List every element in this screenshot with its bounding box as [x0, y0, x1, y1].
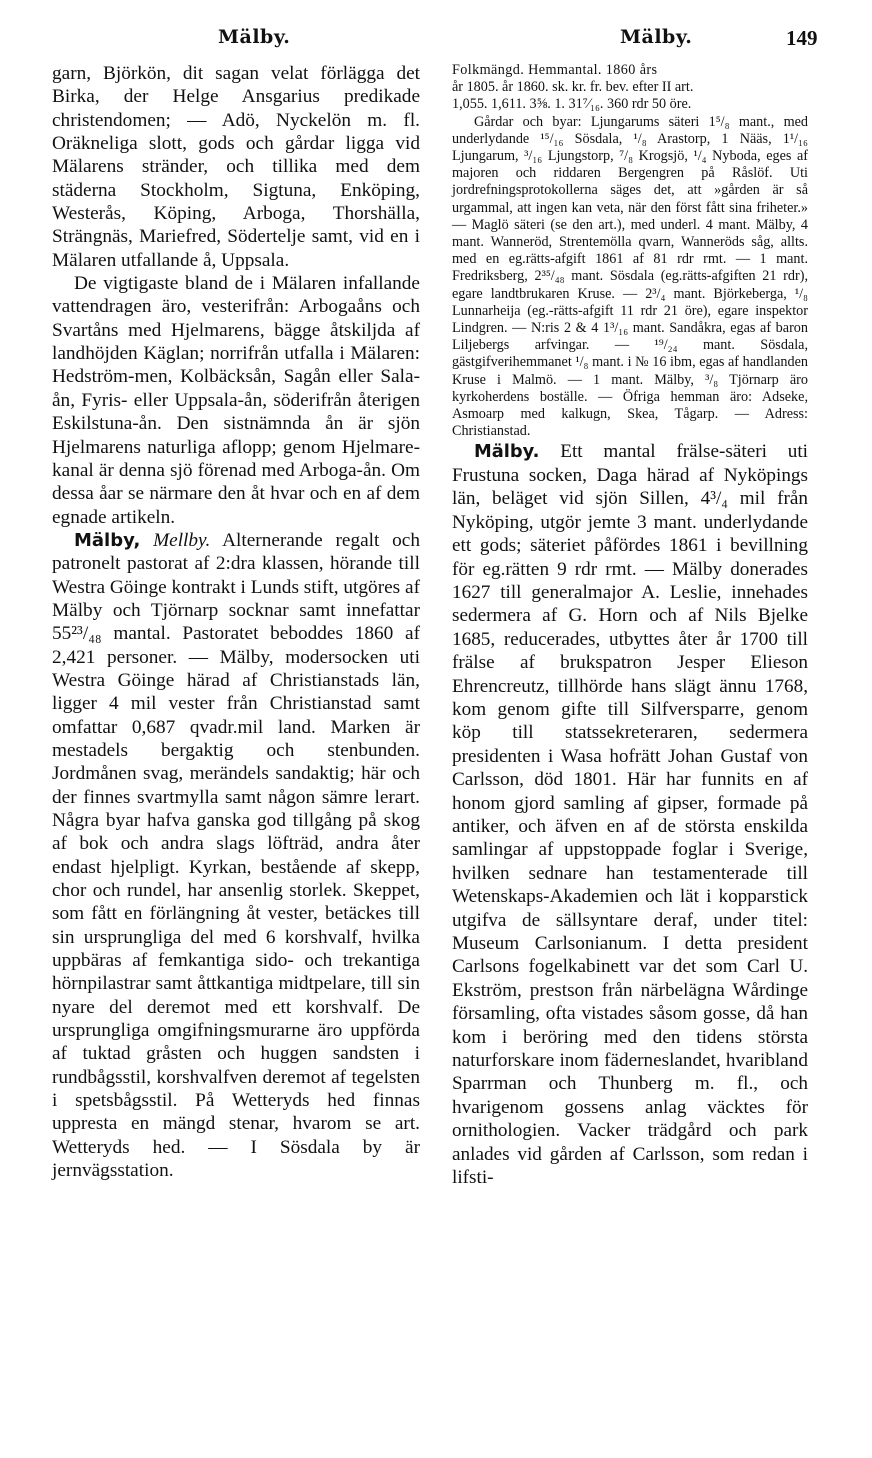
stats-value-row: 1,055. 1,611. 3⅝. 1. 31⁷⁄₁₆. 360 rdr 50 öre.: [452, 96, 692, 113]
stats-header-row: Folkmängd. Hemmantal. 1860 års: [452, 62, 658, 78]
paragraph-gardar-och-byar: Gårdar och byar: Ljungarums säteri 1⁵/₈ mant., med underlydande ¹⁵/₁₆ Sösdala, ¹/₈ Arastorp, 1 Nääs, 1¹/₁₆ Ljungarum, ³/₁₆ Ljungstorp, ⁷/₈ Krogsjö, ¹/₄ Nyboda, eges af majoren och riddaren Bergengren på Råslöf. Uti jordrefningsprotokollerna säges det, att »gården är så urgammal, att ingen kan veta, när den först fått sina friheter.» — Maglö säteri (se den art.), med underl. 4 mant. Mälby, 4 mant. Wanneröd, Strentemölla qvarn, Wanneröds såg, allts. med en eg.rätts-afgift 1861 af 81 rdr rmt. — 1 mant. Fredriksberg, 2³⁵/₄₈ mant. Sösdala (eg.rätts-afgiften 21 rdr), egare landtbrukaren Kruse. — 2³/₄ mant. Björkeberga, ¹/₈ Lunnarheija (eg.-rätts-afgift 11 rdr 21 öre), egare inspektor Lindgren. — N:ris 2 & 4 1³/₁₆ mant. Sandåkra, egas af baron Liljebergs arfvingar. — ¹⁹/₂₄ mant. Sösdala, gästgifverihemmanet ¹/₈ mant. i № 16 ibm, egas af handlanden Kruse i Malmö. — 1 mant. Mälby, ³/₈ Tjörnarp äro kyrkoherdens boställe. — Öfriga hemman äro: Adseke, Asmoarp med kalkugn, Skea, Tågarp. — Adress: Christianstad.: [452, 113, 808, 440]
running-head-right: Mälby.: [620, 26, 693, 48]
paragraph-mälaren-continued: garn, Björkön, dit sagan velat förlägga det Birka, der Helge Ansgarius predikade christendomen; — Adö, Nyckelön m. fl. Oräkneliga slott, gods och gårdar ligga vid Mälarens stränder, och tillika med dem städerna Stockholm, Sigtuna, Enköping, Westerås, Köping, Arboga, Thorshälla, Strängnäs, Mariefred, Södertelje samt, vid en i Mälaren utfallande å, Uppsala.: [52, 63, 420, 271]
entry-term: Mälby.: [474, 441, 540, 463]
entry-term: Mälby,: [74, 529, 141, 551]
paragraph-vattendragen: De vigtigaste bland de i Mälaren infallande vattendragen äro, vesterifrån: Arbogaåns och Svartåns med Hjelmarens, bägge åtskiljda af landhöjden Käglan; norrifrån utfalla i Mälaren: Hedström-men, Kolbäcksån, Sagån eller Sala-ån, Fyris- eller Uppsala-ån, söderifrån återigen Eskilstuna-ån. Den sistnämnda ån är sjön Hjelmarens naturliga aflopp; genom Hjelmare-kanal är denna sjö förenad med Arboga-ån. Om dessa åar se närmare den åt hvar och en af dem egnade artikeln.: [52, 273, 420, 528]
left-column: [52, 62, 420, 1183]
page-number: 149: [786, 26, 818, 50]
running-head-left: Mälby.: [218, 26, 291, 48]
stats-subheader-row: år 1805. år 1860. sk. kr. fr. bev. efter II art.: [452, 79, 694, 96]
entry-malby-mellby: [52, 529, 420, 1183]
entry-malby-frustuna: [452, 440, 808, 1189]
entry-alt-spelling: Mellby.: [153, 529, 211, 551]
entry-text: Ett mantal frälse-säteri uti Frustuna socken, Daga härad af Nyköpings län, beläget vid sjön Sillen, 4³/₄ mil från Nyköping, utgör jemte 3 mant. underlydande ett gods; säteriet påfördes 1861 i bevillning för eg.rätten 9 rdr rmt. — Mälby donerades 1627 till generalmajor A. Leslie, innehades sedermera af G. Horn och af Nils Bjelke 1685, reducerades, utbyttes åter år 1700 till frälse af brukspatron Jesper Elieson Ehrencreutz, tillhörde hans slägt ännu 1768, kom genom gifte till Silfversparre, genom köp till statssekreteraren, sedermera presidenten i Wasa hofrätt Johan Gustaf von Carlsson, död 1801. Här har funnits en af honom gjord samling af gipser, formade på antiker, och äfven en af de största enskilda samlingar af uppstoppade foglar i Sverige, hvilken sednare han testamenterade till Wetenskaps-Akademien och lät i kopparstick utgifva de sällsyntare deraf, under titel: Museum Carlsonianum. I detta president Carlsons fogelkabinett var det som Carl U. Ekström, prestson från närbelägna Wårdinge församling, ofta vistades såsom gosse, då han kom i beröring med den tidens största naturforskare inom fäderneslandet, hvaribland Sparrman och Thunberg m. fl., och hvarigenom gossens anlag väcktes för ornithologien. Vacker trädgård och park anlades vid gården af Carlsson, som redan i lifsti-: [452, 441, 808, 1189]
right-column: [452, 62, 808, 1189]
entry-text: Alternerande regalt och patronelt pastorat af 2:dra klassen, hörande till Westra Göinge kontrakt i Lunds stift, utgöres af Mälby och Tjörnarp socknar samt innefattar 55²³/₄₈ mantal. Pastoratet beboddes 1860 af 2,421 personer. — Mälby, modersocken uti Westra Göinge härad af Christianstads län, ligger 4 mil vester från Christianstad samt omfattar 0,687 qvadr.mil land. Marken är mestadels bergaktig och stenbunden. Jordmånen svag, merändels sandaktig; här och der finnes svartmylla samt någon sämre lerart. Några byar hafva ganska god tillgång på skog af bok och andra slags löfträd, andra åter endast hjelpligt. Kyrkan, bestående af skepp, chor och rundel, har ansenlig storlek. Skeppet, som fått en förlängning åt vester, betäckes till sin ursprungliga del med 6 korshvalf, hvilka uppbäras af femkantiga sido- och trekantiga hörnpilastrar samt åttkantiga midtpelare, till sin nyare del deremot med ett korshvalf. De ursprungliga omgifningsmurarne äro uppförda af tuktad gråsten och huggen sandsten i rundbågsstil, korshvalfven deremot af tegelsten i spetsbågsstil. På Wetteryds hed finnas uppresta en mängd stenar, hvarom se art. Wetteryds hed. — I Sösdala by är jernvägsstation.: [52, 529, 420, 1182]
stats-table: [452, 62, 808, 114]
